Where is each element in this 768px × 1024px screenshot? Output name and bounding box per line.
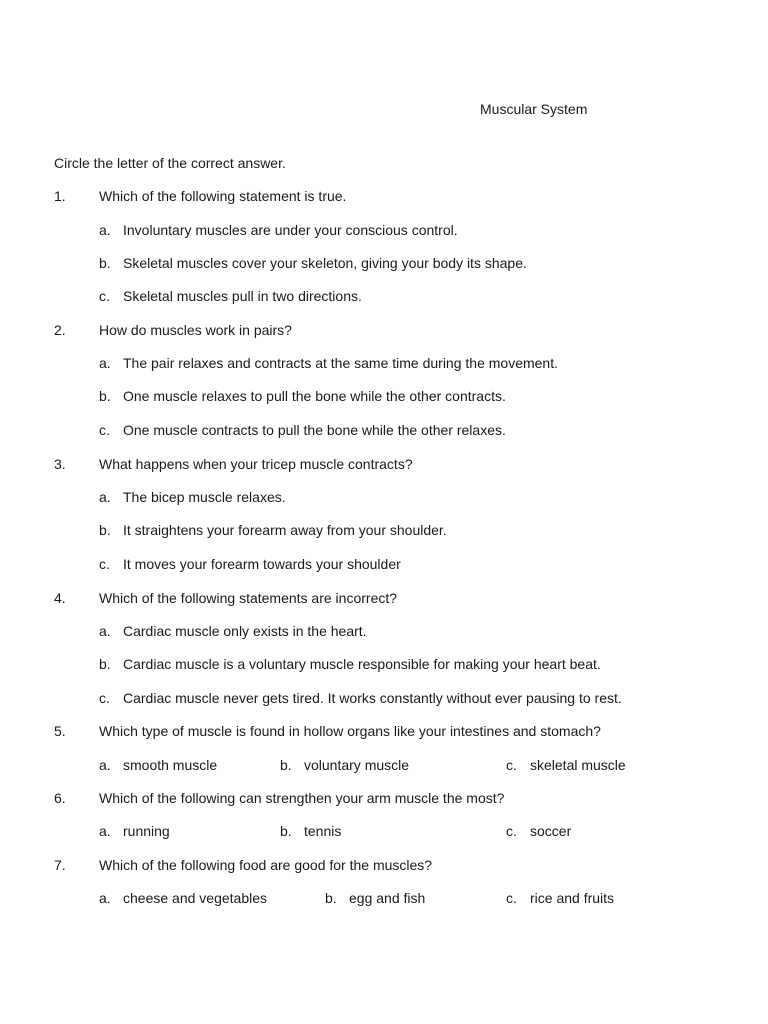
option-letter: c. — [506, 823, 517, 839]
answer-option[interactable] — [99, 556, 401, 572]
option-letter: b. — [99, 388, 111, 404]
option-text: cheese and vegetables — [123, 890, 267, 906]
question-text: Which of the following food are good for the muscles? — [99, 857, 433, 873]
question-number: 1. — [54, 188, 66, 204]
option-letter: c. — [99, 690, 110, 706]
option-text: egg and fish — [349, 890, 426, 906]
answer-option[interactable] — [280, 757, 409, 773]
option-text: Skeletal muscles pull in two directions. — [123, 288, 362, 304]
answer-option[interactable] — [506, 823, 571, 839]
page-title: Muscular System — [480, 101, 588, 117]
option-text: Skeletal muscles cover your skeleton, giving your body its shape. — [123, 255, 527, 271]
answer-option[interactable] — [325, 890, 425, 906]
question-number: 2. — [54, 322, 66, 338]
option-letter: c. — [99, 422, 110, 438]
option-text: Cardiac muscle is a voluntary muscle responsible for making your heart beat. — [123, 656, 601, 672]
answer-option[interactable] — [506, 890, 614, 906]
option-letter: b. — [325, 890, 337, 906]
answer-option[interactable] — [99, 890, 267, 906]
option-letter: c. — [99, 288, 110, 304]
answer-option[interactable] — [99, 355, 558, 371]
option-text: Involuntary muscles are under your conscious control. — [123, 222, 458, 238]
answer-option[interactable] — [99, 388, 506, 404]
option-letter: a. — [99, 757, 111, 773]
option-letter: c. — [99, 556, 110, 572]
option-letter: b. — [99, 255, 111, 271]
question-text: How do muscles work in pairs? — [99, 322, 292, 338]
answer-option[interactable] — [99, 690, 622, 706]
answer-option[interactable] — [99, 522, 447, 538]
question-number: 5. — [54, 723, 66, 739]
option-text: The pair relaxes and contracts at the same time during the movement. — [123, 355, 558, 371]
question-text: What happens when your tricep muscle contracts? — [99, 456, 413, 472]
option-text: tennis — [304, 823, 342, 839]
answer-option[interactable] — [99, 823, 170, 839]
option-text: One muscle relaxes to pull the bone while the other contracts. — [123, 388, 506, 404]
option-text: Cardiac muscle never gets tired. It works constantly without ever pausing to rest. — [123, 690, 622, 706]
answer-option[interactable] — [99, 422, 506, 438]
answer-option[interactable] — [99, 656, 601, 672]
option-text: smooth muscle — [123, 757, 218, 773]
option-text: The bicep muscle relaxes. — [123, 489, 286, 505]
option-letter: b. — [280, 823, 292, 839]
option-letter: a. — [99, 355, 111, 371]
answer-option[interactable] — [99, 757, 217, 773]
question-text: Which type of muscle is found in hollow organs like your intestines and stomach? — [99, 723, 601, 739]
question-number: 4. — [54, 590, 66, 606]
answer-option[interactable] — [99, 489, 286, 505]
option-text: One muscle contracts to pull the bone while the other relaxes. — [123, 422, 506, 438]
answer-option[interactable] — [99, 623, 367, 639]
option-letter: b. — [280, 757, 292, 773]
instructions: Circle the letter of the correct answer. — [54, 155, 286, 171]
option-text: skeletal muscle — [530, 757, 626, 773]
answer-option[interactable] — [99, 222, 458, 238]
option-letter: a. — [99, 823, 111, 839]
option-letter: a. — [99, 890, 111, 906]
option-text: It moves your forearm towards your shoulder — [123, 556, 401, 572]
option-letter: b. — [99, 522, 111, 538]
option-text: rice and fruits — [530, 890, 615, 906]
option-letter: c. — [506, 757, 517, 773]
option-text: Cardiac muscle only exists in the heart. — [123, 623, 367, 639]
option-letter: a. — [99, 489, 111, 505]
question-number: 6. — [54, 790, 66, 806]
question-text: Which of the following can strengthen your arm muscle the most? — [99, 790, 505, 806]
option-text: voluntary muscle — [304, 757, 410, 773]
question-text: Which of the following statement is true. — [99, 188, 347, 204]
option-letter: b. — [99, 656, 111, 672]
question-number: 7. — [54, 857, 66, 873]
answer-option[interactable] — [99, 288, 362, 304]
option-text: running — [123, 823, 170, 839]
option-letter: a. — [99, 222, 111, 238]
answer-option[interactable] — [506, 757, 626, 773]
option-letter: a. — [99, 623, 111, 639]
question-number: 3. — [54, 456, 66, 472]
answer-option[interactable] — [99, 255, 527, 271]
option-text: It straightens your forearm away from your shoulder. — [123, 522, 447, 538]
answer-option[interactable] — [280, 823, 341, 839]
option-letter: c. — [506, 890, 517, 906]
question-text: Which of the following statements are incorrect? — [99, 590, 398, 606]
option-text: soccer — [530, 823, 572, 839]
